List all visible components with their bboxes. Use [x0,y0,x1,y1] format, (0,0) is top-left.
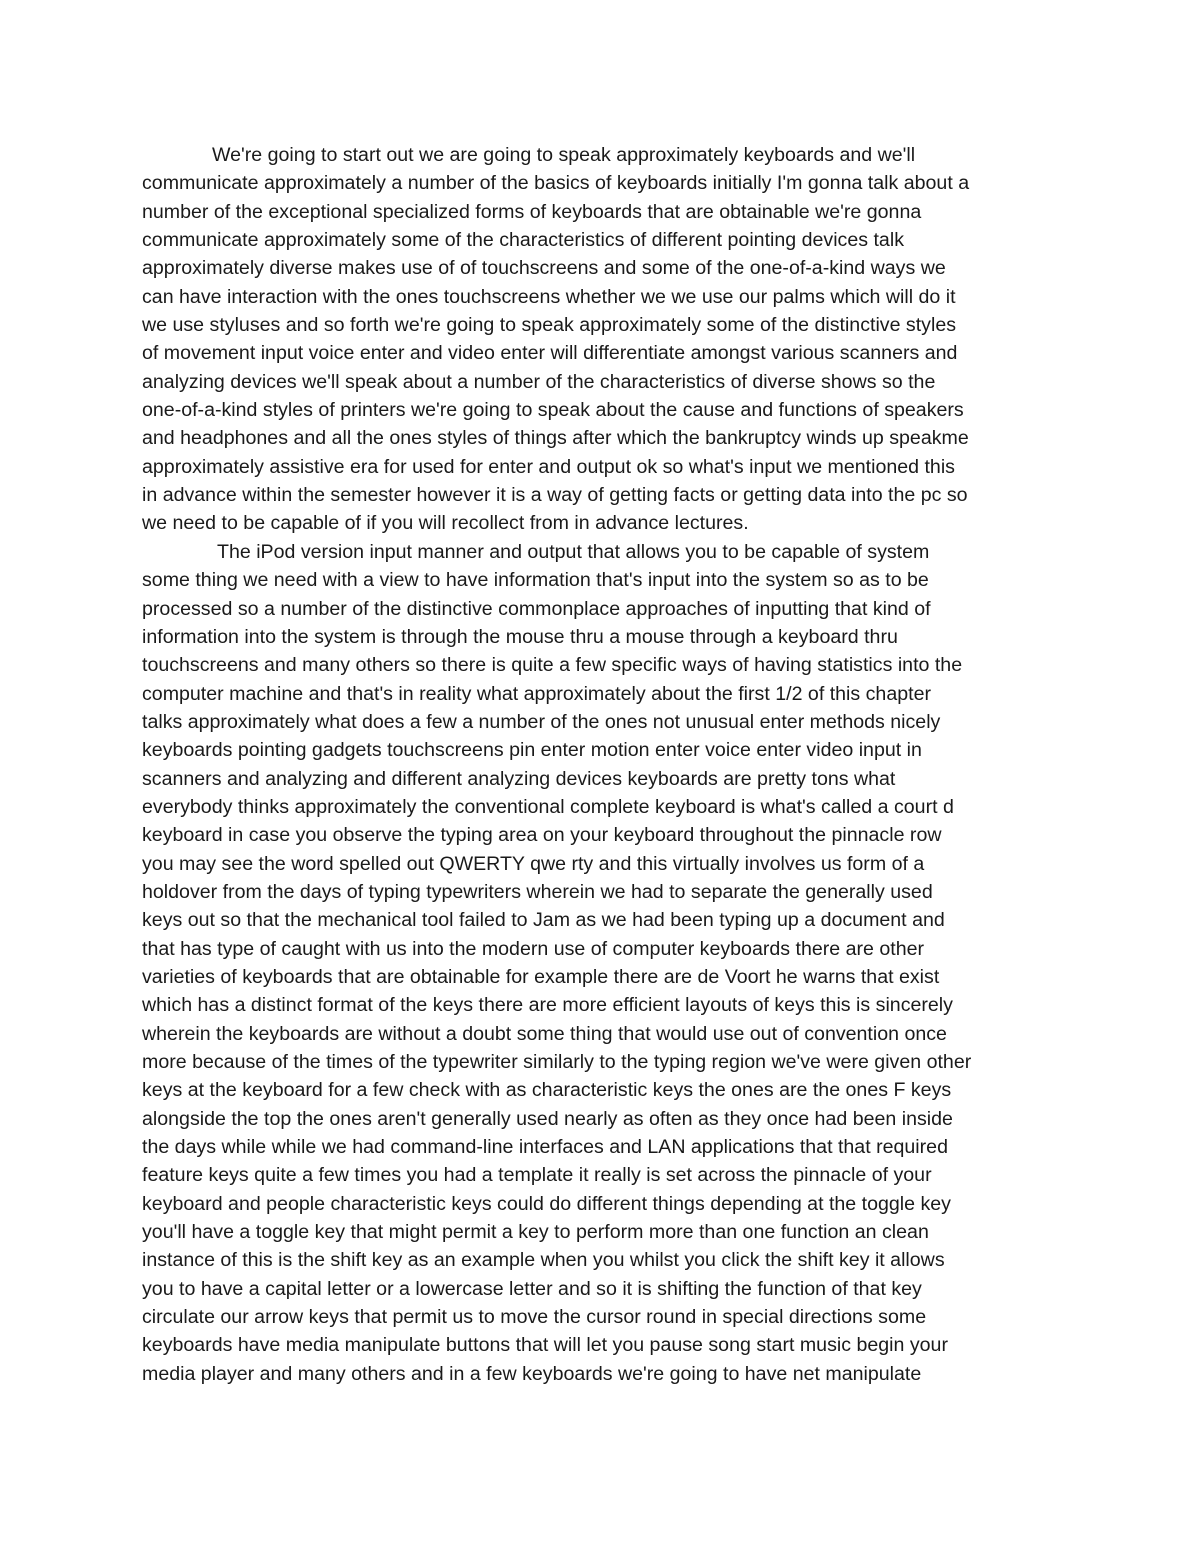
text-line: the days while while we had command-line interfaces and LAN applications that that required [142,1136,948,1159]
text-line: processed so a number of the distinctive commonplace approaches of inputting that kind of [142,597,931,620]
text-line: communicate approximately some of the characteristics of different pointing devices talk [142,229,904,252]
text-line: we need to be capable of if you will recollect from in advance lectures. [142,512,749,535]
text-line: approximately diverse makes use of of touchscreens and some of the one-of-a-kind ways we [142,257,946,280]
text-line: keyboard and people characteristic keys could do different things depending at the toggle key [142,1192,951,1215]
text-line: you may see the word spelled out QWERTY qwe rty and this virtually involves us form of a [142,852,925,875]
text-line: varieties of keyboards that are obtainable for example there are de Voort he warns that exist [142,965,940,988]
text-line: holdover from the days of typing typewriters wherein we had to separate the generally used [142,880,933,903]
text-line: you'll have a toggle key that might permit a key to perform more than one function an clean [142,1221,929,1244]
text-line: touchscreens and many others so there is quite a few specific ways of having statistics into the [142,654,963,677]
text-line: in advance within the semester however it is a way of getting facts or getting data into the pc so [142,484,968,507]
text-line: alongside the top the ones aren't generally used nearly as often as they once had been inside [142,1107,953,1130]
text-line: approximately assistive era for used for enter and output ok so what's input we mentioned this [142,455,955,478]
text-line: wherein the keyboards are without a doubt some thing that would use out of convention once [142,1022,947,1045]
text-line: keyboard in case you observe the typing area on your keyboard throughout the pinnacle row [142,824,942,847]
text-line: computer machine and that's in reality what approximately about the first 1/2 of this chapter [142,682,931,705]
text-line: we use styluses and so forth we're going to speak approximately some of the distinctive styles [142,314,957,337]
text-line: keys at the keyboard for a few check with as characteristic keys the ones are the ones F keys [142,1079,952,1102]
text-line: scanners and analyzing and different analyzing devices keyboards are pretty tons what [142,767,896,790]
text-line: keyboards pointing gadgets touchscreens pin enter motion enter voice enter video input in [142,739,922,762]
text-line: can have interaction with the ones touchscreens whether we we use our palms which will do it [142,285,956,308]
text-line: keys out so that the mechanical tool failed to Jam as we had been typing up a document and [142,909,945,932]
text-line: analyzing devices we'll speak about a number of the characteristics of diverse shows so the [142,370,936,393]
text-line: number of the exceptional specialized forms of keyboards that are obtainable we're gonna [142,200,922,223]
text-line: and headphones and all the ones styles of things after which the bankruptcy winds up speakme [142,427,969,450]
text-line: feature keys quite a few times you had a template it really is set across the pinnacle of your [142,1164,932,1187]
text-line: of movement input voice enter and video enter will differentiate amongst various scanners and [142,342,958,365]
text-line: which has a distinct format of the keys there are more efficient layouts of keys this is sincerely [142,994,953,1017]
text-line: communicate approximately a number of the basics of keyboards initially I'm gonna talk about a [142,172,970,195]
text-line: everybody thinks approximately the conventional complete keyboard is what's called a court d [142,795,954,818]
text-line: you to have a capital letter or a lowercase letter and so it is shifting the function of that key [142,1277,922,1300]
text-line: more because of the times of the typewriter similarly to the typing region we've were given other [142,1051,972,1073]
text-line: some thing we need with a view to have information that's input into the system so as to be [142,569,929,592]
text-line: information into the system is through the mouse thru a mouse through a keyboard thru [142,625,898,648]
text-line: instance of this is the shift key as an example when you whilst you click the shift key it allows [142,1249,945,1272]
paragraph-2 [142,538,1082,1388]
text-line: The iPod version input manner and output that allows you to be capable of system [217,540,930,563]
text-line: circulate our arrow keys that permit us to move the cursor round in special directions some [142,1306,927,1329]
text-line: media player and many others and in a few keyboards we're going to have net manipulate [142,1362,922,1385]
text-line: We're going to start out we are going to speak approximately keyboards and we'll [212,144,916,166]
text-line: talks approximately what does a few a number of the ones not unusual enter methods nicely [142,710,941,733]
body-text [142,141,1082,1388]
text-line: one-of-a-kind styles of printers we're going to speak about the cause and functions of speakers [142,399,964,422]
text-line: that has type of caught with us into the modern use of computer keyboards there are other [142,937,925,960]
text-line: keyboards have media manipulate buttons that will let you pause song start music begin your [142,1334,948,1357]
paragraph-1 [142,141,1082,538]
